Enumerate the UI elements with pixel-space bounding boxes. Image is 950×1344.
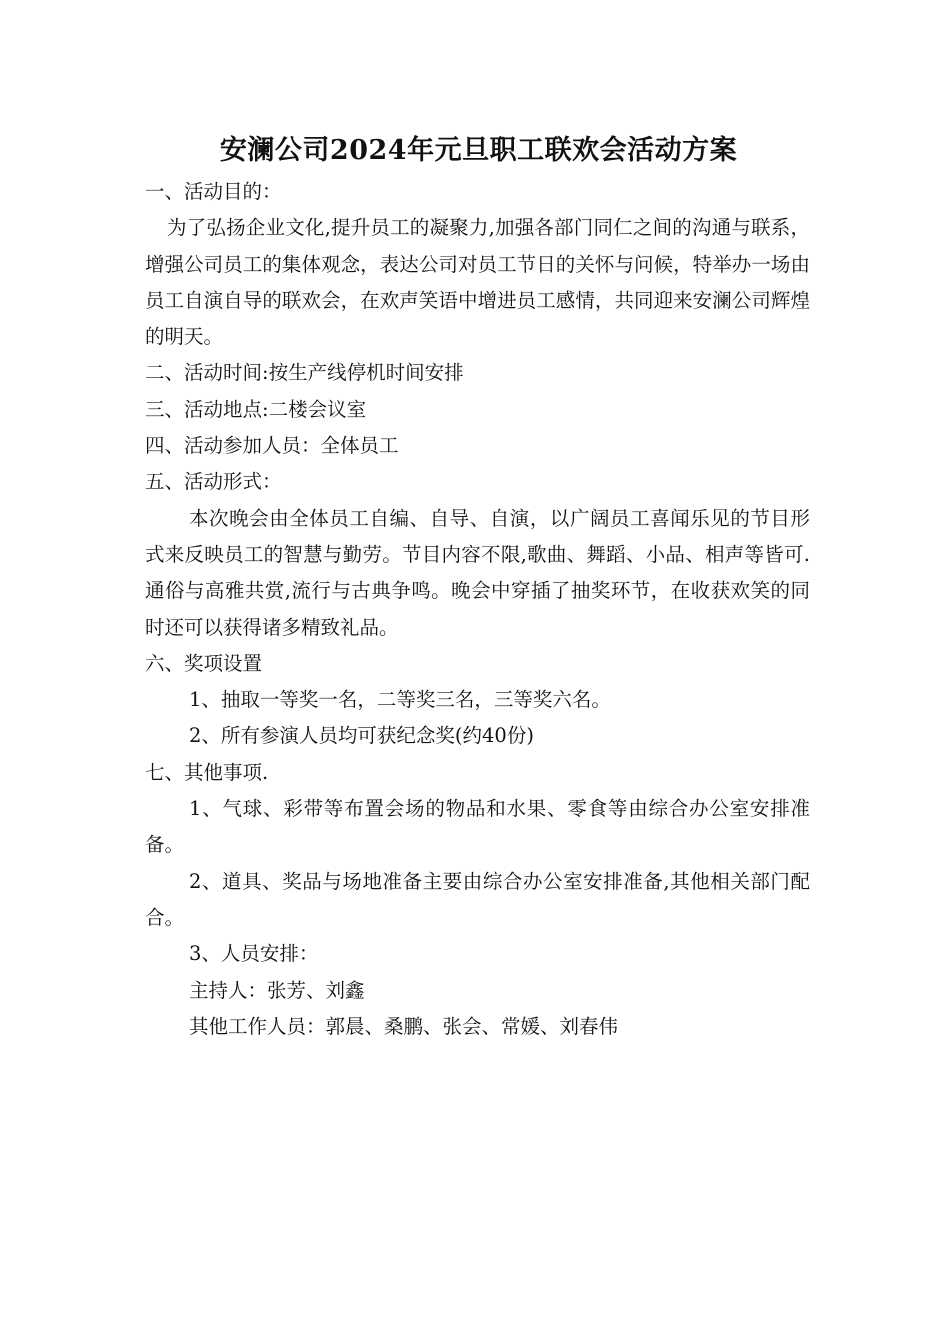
other-item-3: 3、人员安排： <box>189 942 319 966</box>
document-title: 安澜公司2024年元旦职工联欢会活动方案 <box>219 135 738 166</box>
other-item-2: 2、道具、奖品与场地准备主要由综合办公室安排准备,其他相关部门配合。 <box>145 869 810 929</box>
document-body <box>145 128 810 1045</box>
section-other-heading: 七、其他事项. <box>145 760 269 784</box>
section-awards-heading: 六、奖项设置 <box>145 651 263 675</box>
awards-item-2: 2、所有参演人员均可获纪念奖(约40份) <box>189 724 534 748</box>
section-location: 三、活动地点:二楼会议室 <box>145 397 367 421</box>
section-time: 二、活动时间:按生产线停机时间安排 <box>145 361 464 385</box>
staff-list: 其他工作人员：郭晨、桑鹏、张会、常媛、刘春伟 <box>189 1014 619 1038</box>
section-purpose-heading: 一、活动目的： <box>145 180 282 203</box>
awards-item-1: 1、抽取一等奖一名，二等奖三名，三等奖六名。 <box>189 688 611 712</box>
section-format-heading: 五、活动形式： <box>145 470 282 494</box>
host-list: 主持人：张芳、刘鑫 <box>189 978 365 1002</box>
section-purpose-body: 为了弘扬企业文化,提升员工的凝聚力,加强各部门同仁之间的沟通与联系，增强公司员工的集体观念，表达公司对员工节日的关怀与问候，特举办一场由员工自演自导的联欢会，在欢声笑语中增进员工感情，共同迎来安澜公司辉煌的明天。 <box>145 216 810 349</box>
other-item-1: 1、气球、彩带等布置会场的物品和水果、零食等由综合办公室安排准备。 <box>145 797 810 857</box>
section-format-body: 本次晚会由全体员工自编、自导、自演，以广阔员工喜闻乐见的节目形式来反映员工的智慧与勤劳。节目内容不限,歌曲、舞蹈、小品、相声等皆可.通俗与高雅共赏,流行与古典争鸣。晚会中穿插了抽奖环节，在收获欢笑的同时还可以获得诸多精致礼品。 <box>145 506 810 639</box>
section-participants: 四、活动参加人员：全体员工 <box>145 434 399 458</box>
